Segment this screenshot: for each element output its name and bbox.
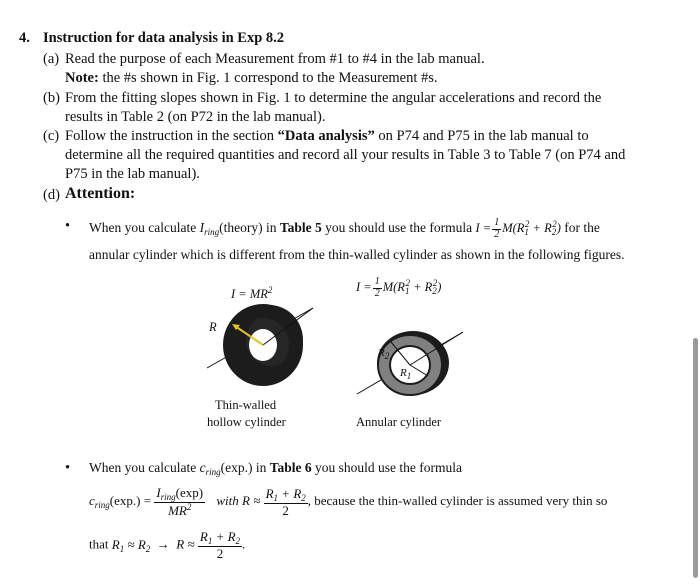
item-c-line3: P75 in the lab manual). [65, 166, 200, 182]
c-ring-lhs-symbol: $c_{ring}$ [89, 493, 110, 511]
bullet-1-marker: • [65, 218, 71, 234]
item-b-line1: From the fitting slopes shown in Fig. 1 to determine the angular accelerations and record the [65, 90, 602, 106]
i-ring-symbol: $I_{ring}$ [199, 219, 220, 237]
right-r1-label: $R_1$ [400, 367, 412, 381]
bullet-2-post: you should use the formula [311, 460, 462, 475]
r-avg-fraction: $\frac{R_1 + R_2}{2}$ [265, 485, 306, 518]
c-ring-equation [89, 486, 607, 518]
note-label: Note: [65, 70, 99, 86]
table-6-ref: Table 6 [269, 460, 312, 475]
attention-title: Attention: [65, 185, 136, 202]
left-caption-line2: hollow cylinder [207, 415, 286, 429]
that-word: that [89, 536, 109, 552]
thin-walled-cylinder-figure [205, 298, 315, 394]
bullet-1-pre: When you calculate [89, 219, 200, 235]
r-final-fraction: $\frac{R_1 + R_2}{2}$ [199, 529, 241, 562]
formula-annular: I = $\frac{1}{2}$ $M(R_1^2 + R_2^2)$ [475, 217, 561, 240]
left-r-label: R [209, 320, 217, 334]
that-equation: that $R_1 \approx R_2 \to R$ ≈ $\frac{R_1 + R_2}{2}$ . [89, 529, 246, 562]
item-c-label: (c) [43, 128, 60, 144]
section-number: 4. [19, 30, 30, 46]
item-b-line2: results in Table 2 (on P72 in the lab manual). [65, 109, 326, 125]
with-word: with [216, 493, 239, 509]
item-c-line2: determine all the required quantities and record all your results in Table 3 to Table 7 (on P74 and [65, 147, 626, 163]
bullet-1-post: you should use the formula [321, 219, 476, 235]
item-c-line1-pre: Follow the instruction in the section [65, 128, 278, 144]
bullet-1-post2: for the [560, 219, 600, 235]
item-c-line1-post: on P74 and P75 in the lab manual to [374, 128, 589, 144]
item-a-note [65, 70, 438, 87]
bullet-1-line1 [89, 218, 600, 240]
bullet-1-mid: (theory) in [219, 219, 280, 235]
eq-lhs: (exp.) = [109, 493, 152, 509]
note-text: the #s shown in Fig. 1 correspond to the Measurement #s. [102, 70, 438, 86]
item-a-label: (a) [43, 51, 60, 67]
item-c-line1 [65, 128, 589, 145]
item-b-label: (b) [43, 90, 60, 106]
item-a-text: Read the purpose of each Measurement from #1 to #4 in the lab manual. [65, 51, 485, 67]
bullet-2-mid: (exp.) in [220, 460, 270, 475]
right-caption: Annular cylinder [356, 415, 442, 429]
right-formula: I = $\frac{1}{2}$ $M(R_1^2 + R_2^2)$ [356, 276, 442, 299]
bullet-2-pre: When you calculate [89, 460, 200, 475]
data-analysis-emph: “Data analysis” [277, 128, 375, 144]
right-r2-label: $R_2$ [378, 347, 390, 361]
scrollbar[interactable] [693, 338, 698, 578]
annular-cylinder-figure [355, 322, 465, 402]
left-formula: $I = MR^2$ [231, 285, 273, 301]
left-caption-line1: Thin-walled [215, 398, 277, 412]
r-approx: R ≈ [242, 493, 264, 509]
c-ring-symbol: $c_{ring}$ [199, 460, 221, 477]
because-text: , because the thin-walled cylinder is assumed very thin so [307, 493, 608, 509]
bullet-2-line1 [89, 460, 462, 477]
section-title: Instruction for data analysis in Exp 8.2 [43, 30, 285, 46]
table-5-ref: Table 5 [279, 219, 322, 235]
bullet-2-marker: • [65, 460, 71, 476]
implies-arrow: → [153, 536, 177, 552]
bullet-1-line2: annular cylinder which is different from the thin-walled cylinder as shown in the following figures. [89, 247, 625, 262]
c-ring-fraction: $\frac{I_{ring}(\exp)}{MR^2}$ [156, 485, 204, 519]
item-d-label: (d) [43, 187, 60, 203]
